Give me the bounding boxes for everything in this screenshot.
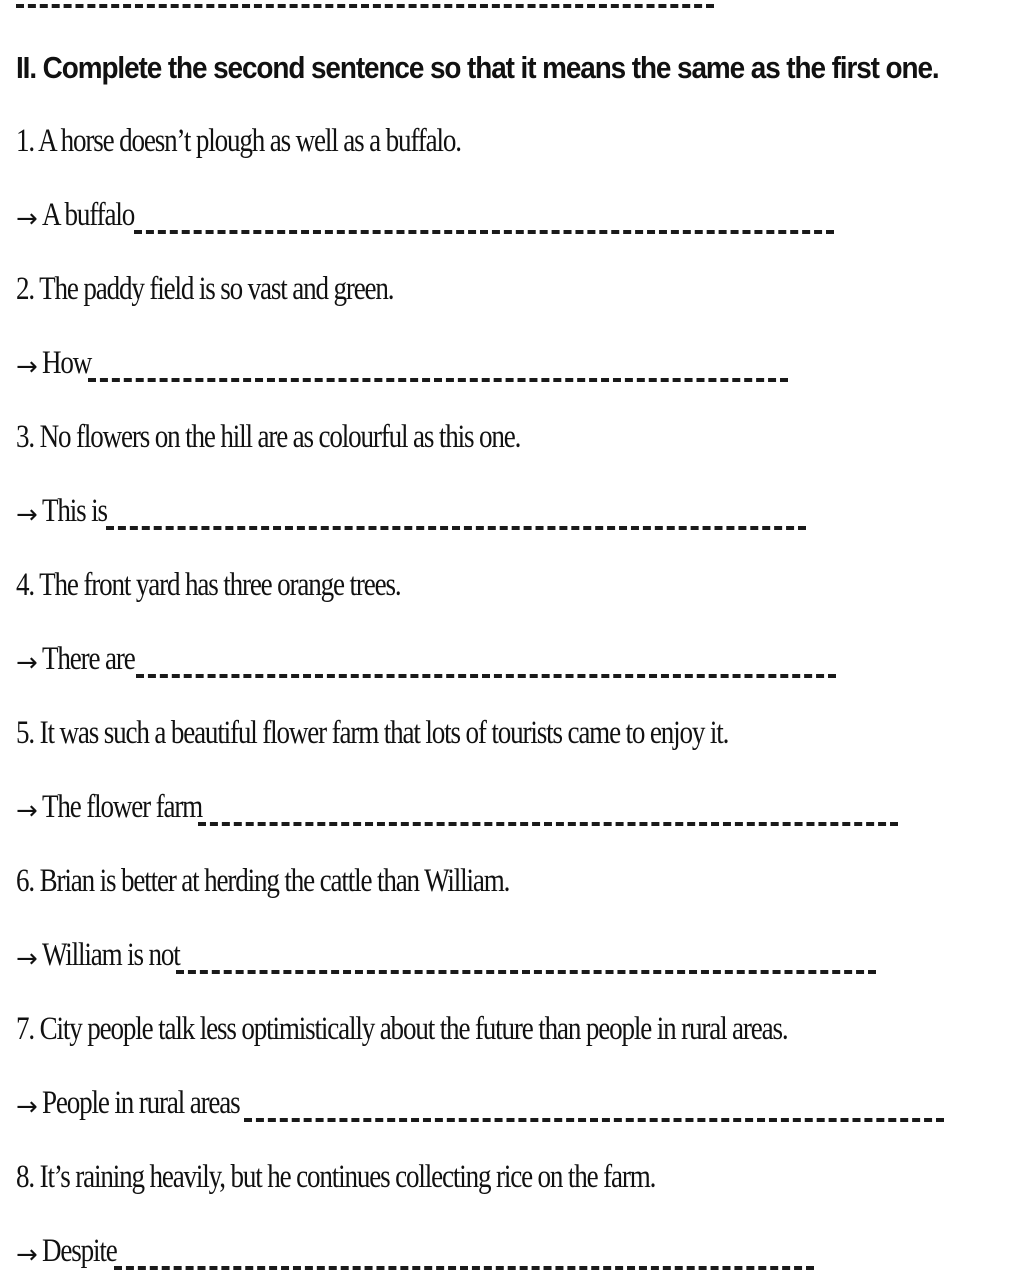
answer-4 (16, 618, 1006, 692)
question-text: 7. City people talk less optimistically about the future than people in rural areas. (16, 1011, 788, 1047)
answer-7 (16, 1062, 1006, 1136)
top-divider (16, 4, 714, 8)
arrow-right-icon: → (16, 796, 38, 826)
arrow-right-icon: → (16, 1240, 38, 1270)
arrow-right-icon: → (16, 1092, 38, 1122)
question-text: 5. It was such a beautiful flower farm that lots of tourists came to enjoy it. (16, 715, 729, 751)
answer-5 (16, 766, 1006, 840)
question-1 (16, 100, 1006, 174)
answer-blank[interactable] (134, 230, 834, 234)
answer-lead: There are (41, 641, 135, 677)
answer-lead: Despite (41, 1233, 117, 1269)
answer-lead: This is (41, 493, 107, 529)
answer-6 (16, 914, 1006, 988)
answer-lead: People in rural areas (41, 1085, 240, 1121)
exercise-instruction: II. Complete the second sentence so that it means the same as the first one. (16, 50, 939, 85)
answer-3 (16, 470, 1006, 544)
answer-8 (16, 1210, 1006, 1284)
answer-lead: How (41, 345, 91, 381)
question-text: 6. Brian is better at herding the cattle than William. (16, 863, 510, 899)
arrow-right-icon: → (16, 944, 38, 974)
answer-blank[interactable] (88, 378, 788, 382)
arrow-right-icon: → (16, 204, 38, 234)
answer-blank[interactable] (176, 970, 876, 974)
question-4 (16, 544, 1006, 618)
arrow-right-icon: → (16, 648, 38, 678)
question-text: 8. It’s raining heavily, but he continues collecting rice on the farm. (16, 1159, 656, 1195)
question-text: 3. No flowers on the hill are as colourful as this one. (16, 419, 521, 455)
question-text: 2. The paddy field is so vast and green. (16, 271, 394, 307)
answer-1 (16, 174, 1006, 248)
question-2 (16, 248, 1006, 322)
answer-blank[interactable] (198, 822, 898, 826)
question-3 (16, 396, 1006, 470)
arrow-right-icon: → (16, 352, 38, 382)
question-text: 4. The front yard has three orange trees. (16, 567, 401, 603)
answer-blank[interactable] (244, 1118, 944, 1122)
question-7 (16, 988, 1006, 1062)
question-6 (16, 840, 1006, 914)
question-5 (16, 692, 1006, 766)
answer-blank[interactable] (106, 526, 806, 530)
question-text: 1. A horse doesn’t plough as well as a buffalo. (16, 123, 461, 159)
answer-blank[interactable] (136, 674, 836, 678)
question-8 (16, 1136, 1006, 1210)
answer-2 (16, 322, 1006, 396)
arrow-right-icon: → (16, 500, 38, 530)
answer-lead: The flower farm (41, 789, 202, 825)
answer-lead: A buffalo (41, 197, 134, 233)
answer-blank[interactable] (114, 1266, 814, 1270)
exercise-sheet (16, 36, 1006, 1284)
answer-lead: William is not (41, 937, 180, 973)
